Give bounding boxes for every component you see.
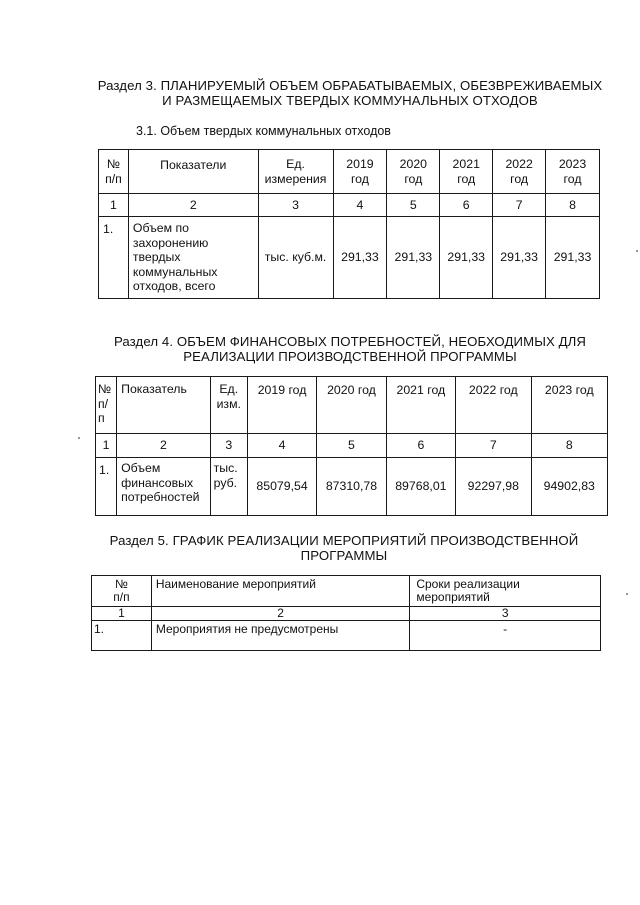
table-row xyxy=(96,458,608,516)
row-num: 1. xyxy=(96,458,117,516)
header-year-2022: 2022 год xyxy=(493,150,546,194)
index-cell: 6 xyxy=(386,434,455,458)
header-unit: Ед. измерения xyxy=(258,150,333,194)
index-cell: 3 xyxy=(210,434,247,458)
section5-title-line2: ПРОГРАММЫ xyxy=(300,548,388,563)
header-num: № п/п xyxy=(92,576,152,607)
row-unit: тыс. куб.м. xyxy=(258,217,333,299)
row-value-2023: 291,33 xyxy=(546,217,600,299)
table-header-row xyxy=(99,150,600,194)
index-cell: 3 xyxy=(410,607,601,621)
header-year-2021: 2021 год xyxy=(440,150,493,194)
row-value-2022: 92297,98 xyxy=(456,458,531,516)
index-cell: 8 xyxy=(546,194,600,217)
section3-title-line1: Раздел 3. ПЛАНИРУЕМЫЙ ОБЪЕМ ОБРАБАТЫВАЕМЫХ, ОБЕЗВРЕЖИВАЕМЫХ xyxy=(97,78,603,93)
index-cell: 4 xyxy=(247,434,316,458)
section3-title-line2: И РАЗМЕЩАЕМЫХ ТВЕРДЫХ КОММУНАЛЬНЫХ ОТХОДОВ xyxy=(162,93,538,108)
index-cell: 2 xyxy=(117,434,211,458)
index-cell: 6 xyxy=(440,194,493,217)
header-num: № п/ п xyxy=(96,377,117,434)
index-cell: 1 xyxy=(99,194,129,217)
row-value-2019: 291,33 xyxy=(333,217,387,299)
header-year-2023: 2023 год xyxy=(531,377,607,434)
section4-title-line2: РЕАЛИЗАЦИИ ПРОИЗВОДСТВЕННОЙ ПРОГРАММЫ xyxy=(183,349,517,364)
row-value-2020: 87310,78 xyxy=(317,458,386,516)
table-index-row xyxy=(99,194,600,217)
row-indicator: Объем по захоронению твердых коммунальных отходов, всего xyxy=(128,217,258,299)
row-num: 1. xyxy=(99,217,129,299)
header-year-2020: 2020 год xyxy=(317,377,386,434)
header-unit: Ед. изм. xyxy=(210,377,247,434)
scan-speck xyxy=(636,250,638,252)
table-row xyxy=(99,217,600,299)
header-year-2021: 2021 год xyxy=(386,377,455,434)
row-value-2021: 89768,01 xyxy=(386,458,455,516)
row-value-2022: 291,33 xyxy=(493,217,546,299)
header-year-2022: 2022 год xyxy=(456,377,531,434)
row-terms: - xyxy=(410,621,601,651)
table-header-row xyxy=(96,377,608,434)
row-num: 1. xyxy=(92,621,152,651)
index-cell: 1 xyxy=(96,434,117,458)
index-cell: 7 xyxy=(456,434,531,458)
section5-title-line1: Раздел 5. ГРАФИК РЕАЛИЗАЦИИ МЕРОПРИЯТИЙ ПРОИЗВОДСТВЕННОЙ xyxy=(109,533,579,548)
row-value-2023: 94902,83 xyxy=(531,458,607,516)
header-num: № п/п xyxy=(99,150,129,194)
measures-schedule-table xyxy=(91,575,601,651)
scan-speck xyxy=(78,437,80,439)
header-year-2019: 2019 год xyxy=(247,377,316,434)
index-cell: 8 xyxy=(531,434,607,458)
row-name: Мероприятия не предусмотрены xyxy=(151,621,409,651)
section5-title xyxy=(48,533,640,563)
index-cell: 5 xyxy=(317,434,386,458)
section4-title-line1: Раздел 4. ОБЪЕМ ФИНАНСОВЫХ ПОТРЕБНОСТЕЙ, НЕОБХОДИМЫХ ДЛЯ xyxy=(113,334,587,349)
index-cell: 7 xyxy=(493,194,546,217)
scan-speck xyxy=(626,593,628,595)
table-header-row xyxy=(92,576,601,607)
row-indicator: Объем финансовых потребностей xyxy=(117,458,211,516)
table-index-row xyxy=(92,607,601,621)
header-indicator: Показатель xyxy=(117,377,211,434)
index-cell: 5 xyxy=(387,194,440,217)
section4-title xyxy=(60,334,640,364)
header-year-2020: 2020 год xyxy=(387,150,440,194)
financial-needs-table xyxy=(95,376,608,516)
row-value-2020: 291,33 xyxy=(387,217,440,299)
table-index-row xyxy=(96,434,608,458)
table-row xyxy=(92,621,601,651)
index-cell: 2 xyxy=(151,607,409,621)
row-unit: тыс. руб. xyxy=(210,458,247,516)
row-value-2019: 85079,54 xyxy=(247,458,316,516)
waste-volume-table xyxy=(98,149,600,299)
section3-subtitle: 3.1. Объем твердых коммунальных отходов xyxy=(136,124,391,138)
index-cell: 3 xyxy=(258,194,333,217)
row-value-2021: 291,33 xyxy=(440,217,493,299)
header-year-2023: 2023 год xyxy=(546,150,600,194)
index-cell: 1 xyxy=(92,607,152,621)
section3-title xyxy=(60,78,640,108)
index-cell: 4 xyxy=(333,194,387,217)
header-terms: Сроки реализации мероприятий xyxy=(410,576,601,607)
index-cell: 2 xyxy=(128,194,258,217)
header-name: Наименование мероприятий xyxy=(151,576,409,607)
header-indicator: Показатели xyxy=(128,150,258,194)
header-year-2019: 2019 год xyxy=(333,150,387,194)
